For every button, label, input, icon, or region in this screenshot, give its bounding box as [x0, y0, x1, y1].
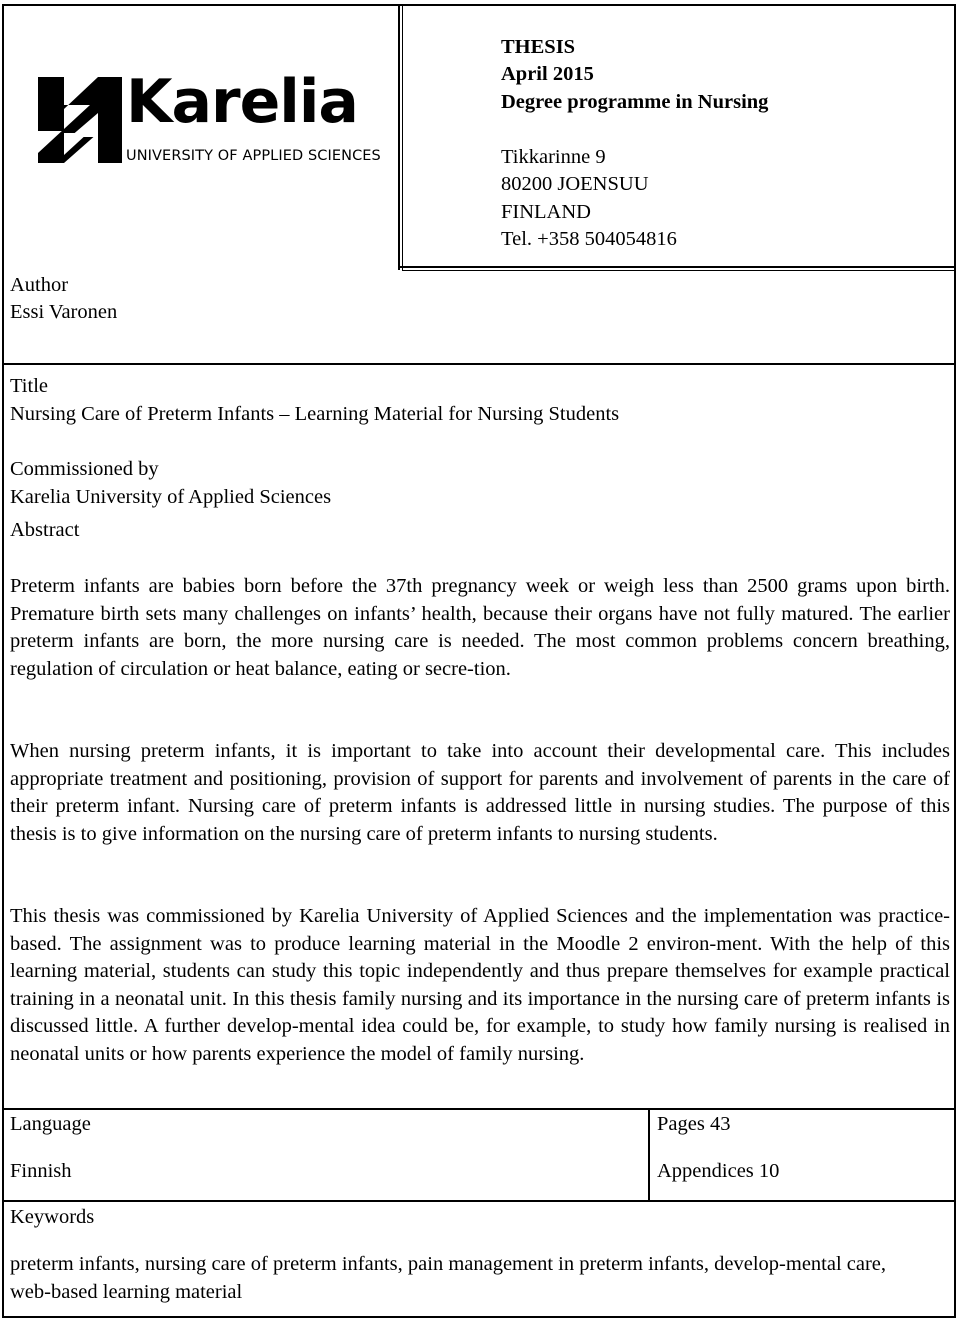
commissioned-value: Karelia University of Applied Sciences — [10, 486, 332, 508]
abstract-divider — [2, 1108, 956, 1110]
pages-count: Pages 43 — [657, 1113, 731, 1135]
doc-type: THESIS — [501, 36, 576, 58]
keywords-divider — [2, 1200, 956, 1202]
address-city: 80200 JOENSUU — [501, 173, 649, 195]
keywords-label: Keywords — [10, 1206, 95, 1228]
abstract-paragraph-3: This thesis was commissioned by Karelia University of Applied Sciences and the implementation was practice-based. The assignment was to produce learning material in the Moodle 2 environ-ment. With the help of this learning material, students can study this topic independently and thus prepare themselves for example practical training in a neonatal unit. In this thesis family nursing and its importance in the nursing care of preterm infants is discussed little. A further develop-mental idea could be, for example, to study how family nursing is realised in neonatal units or how parents experience the model of family nursing. — [10, 905, 950, 1065]
abstract-paragraph-2: When nursing preterm infants, it is important to take into account their developmental care. This includes appropriate treatment and positioning, provision of support for parents and involvement of parents in the care of their preterm infant. Nursing care of preterm infants is addressed little in nursing studies. The purpose of this thesis is to give information on the nursing care of preterm infants to nursing students. — [10, 740, 950, 845]
language-value: Finnish — [10, 1160, 72, 1182]
header-divider-2 — [402, 4, 403, 270]
doc-date: April 2015 — [501, 63, 594, 85]
author-divider — [2, 363, 956, 365]
frame-right — [954, 4, 956, 1318]
title-value: Nursing Care of Preterm Infants – Learning Material for Nursing Students — [10, 403, 620, 425]
title-label: Title — [10, 375, 48, 397]
appendices-count: Appendices 10 — [657, 1160, 780, 1182]
author-name: Essi Varonen — [10, 301, 118, 323]
author-label: Author — [10, 274, 69, 296]
frame-bottom — [2, 1316, 956, 1318]
language-label: Language — [10, 1113, 91, 1135]
header-divider-1 — [398, 4, 400, 270]
logo-wordmark: Karelia — [126, 67, 358, 137]
logo-subtitle: UNIVERSITY OF APPLIED SCIENCES — [126, 148, 381, 164]
address-street: Tikkarinne 9 — [501, 146, 606, 168]
frame-left — [2, 4, 4, 1318]
karelia-logo — [38, 67, 398, 170]
frame-top — [2, 4, 956, 6]
address-country: FINLAND — [501, 201, 591, 223]
address-tel: Tel. +358 504054816 — [501, 228, 677, 250]
header-bottom-2 — [402, 270, 956, 271]
header-bottom-1 — [398, 266, 956, 268]
commissioned-label: Commissioned by — [10, 458, 159, 480]
keywords-value: preterm infants, nursing care of preterm infants, pain management in preterm infants, develop-mental care, web-based learning material — [10, 1253, 887, 1303]
abstract-label: Abstract — [10, 519, 80, 541]
abstract-paragraph-1: Preterm infants are babies born before the 37th pregnancy week or weigh less than 2500 grams upon birth. Premature birth sets many challenges on infants’ health, because their organs have not fully matured. The earlier preterm infants are born, the more nursing care is needed. The most common problems concern breathing, regulation of circulation or heat balance, eating or secre-tion. — [10, 575, 950, 680]
pages-divider — [648, 1108, 650, 1201]
degree-programme: Degree programme in Nursing — [501, 91, 769, 113]
